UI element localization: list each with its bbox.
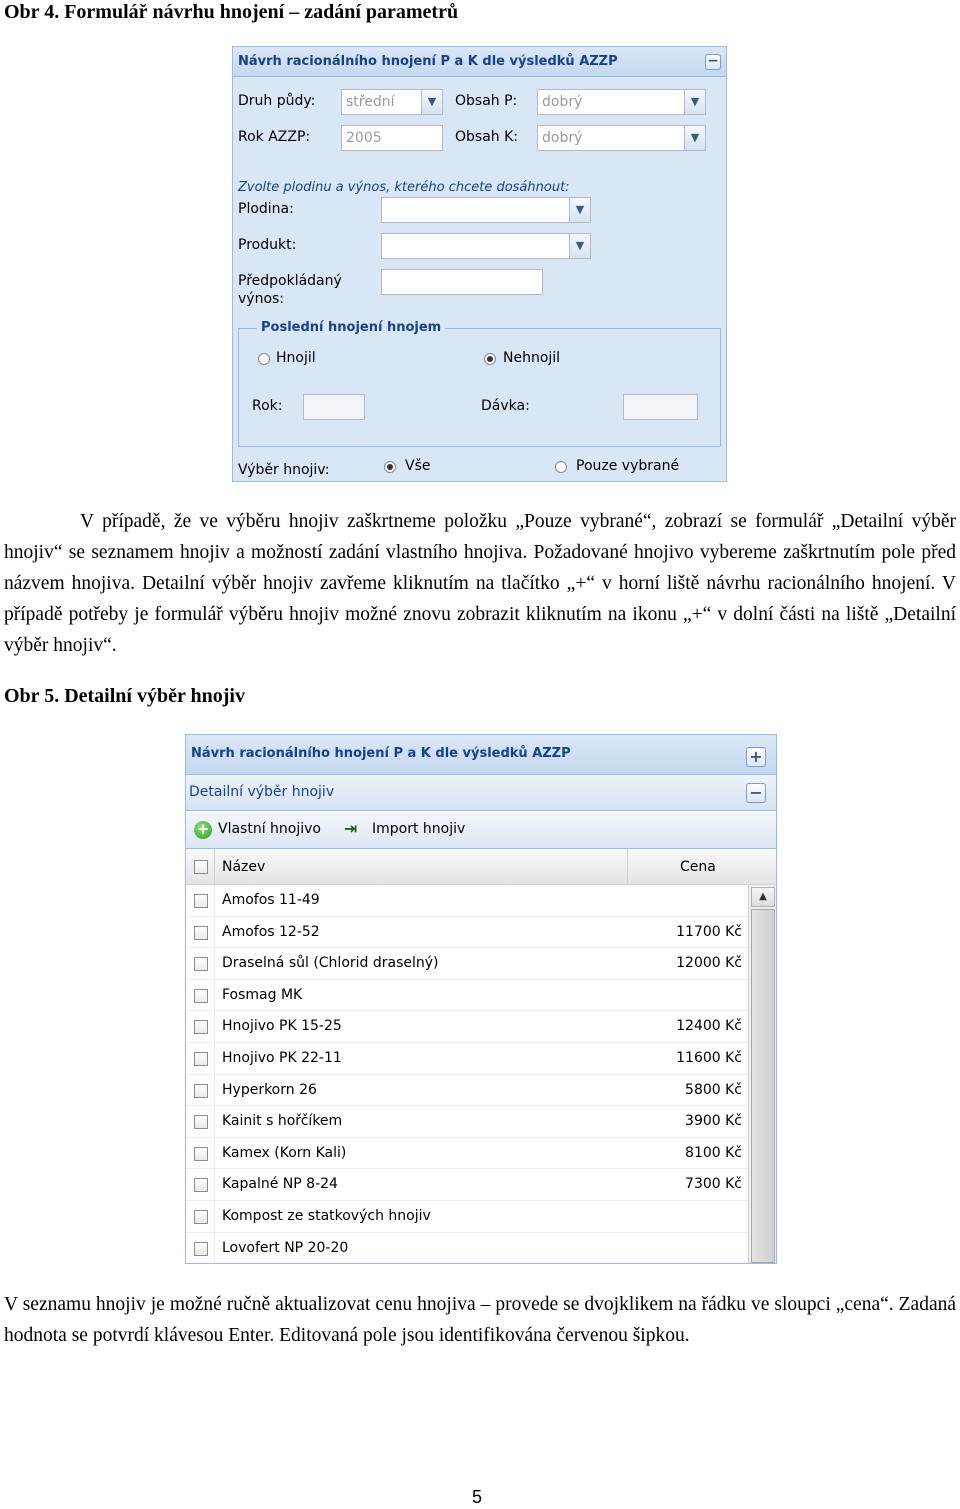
row-checkbox[interactable] — [194, 989, 208, 1003]
import-fertilizers-button[interactable]: Import hnojiv — [372, 821, 466, 837]
fertilizer-name: Kompost ze statkových hnojiv — [222, 1207, 431, 1224]
row-checkbox[interactable] — [194, 1178, 208, 1192]
chevron-down-icon[interactable]: ▼ — [684, 126, 705, 150]
paragraph-2 — [4, 1289, 956, 1351]
soil-type-combo[interactable] — [341, 89, 443, 115]
fertilizer-price[interactable]: 12000 Kč — [676, 955, 742, 972]
soil-type-label: Druh půdy: — [238, 93, 316, 109]
row-checkbox[interactable] — [194, 1052, 208, 1066]
last-fertilization-legend: Poslední hnojení hnojem — [257, 320, 445, 335]
row-checkbox[interactable] — [194, 1084, 208, 1098]
column-separator — [214, 917, 215, 948]
column-separator — [214, 849, 215, 884]
paragraph-2-text: V seznamu hnojiv je možné ručně aktualizovat cenu hnojiva – provede se dvojklikem na řádku ve sloupci „cena“. Zadaná hodnota se potvrdí klávesou Enter. Editovaná pole jsou identifikována červenou šipkou. — [4, 1294, 956, 1346]
radio-all-label: Vše — [405, 458, 431, 474]
page-number: 5 — [472, 1487, 483, 1507]
panel-title: Návrh racionálního hnojení P a K dle výsledků AZZP — [191, 746, 571, 761]
import-icon[interactable]: ⇥ — [344, 819, 358, 838]
radio-only-selected-label: Pouze vybrané — [576, 458, 680, 474]
dose-label: Dávka: — [481, 398, 530, 414]
radio-fertilized-label: Hnojil — [276, 350, 316, 366]
column-separator — [214, 948, 215, 979]
expand-icon[interactable]: + — [746, 747, 766, 767]
fertilization-form-panel — [232, 46, 727, 482]
column-separator — [214, 980, 215, 1011]
fertilizer-price[interactable]: 11600 Kč — [676, 1049, 742, 1066]
table-row[interactable] — [186, 1043, 748, 1075]
detailed-selection-title: Detailní výběr hnojiv — [189, 784, 335, 800]
fertilizer-price[interactable]: 8100 Kč — [685, 1144, 742, 1161]
column-separator — [214, 885, 215, 916]
table-row[interactable] — [186, 1106, 748, 1138]
radio-not-fertilized-label: Nehnojil — [503, 350, 561, 366]
column-separator — [214, 1106, 215, 1137]
last-fertilization-fieldset — [238, 328, 721, 447]
column-separator — [214, 1169, 215, 1200]
product-label: Produkt: — [238, 237, 297, 253]
panel-title: Návrh racionálního hnojení P a K dle výsledků AZZP — [238, 54, 618, 69]
row-checkbox[interactable] — [194, 1115, 208, 1129]
fertilizer-rows — [186, 885, 748, 1264]
table-row[interactable] — [186, 917, 748, 949]
chevron-down-icon[interactable]: ▼ — [569, 234, 590, 258]
table-row[interactable] — [186, 948, 748, 980]
grid-header — [186, 849, 776, 885]
fertilizer-price[interactable]: 7300 Kč — [685, 1176, 742, 1193]
fertilizer-name: Hnojivo PK 22-11 — [222, 1049, 342, 1066]
row-checkbox[interactable] — [194, 894, 208, 908]
year-field[interactable] — [303, 394, 365, 420]
soil-type-value: střední — [346, 94, 395, 110]
yield-field[interactable] — [381, 269, 543, 295]
paragraph-1-text: V případě, že ve výběru hnojiv zaškrtneme položku „Pouze vybrané“, zobrazí se formulář „Detailní výběr hnojiv“ se seznamem hnojiv a možností zadání vlastního hnojiva. Požadované hnojivo vybereme zaškrtnutím pole před názvem hnojiva. Detailní výběr hnojiv zavřeme kliknutím na tlačítko „+“ v horní liště návrhu racionálního hnojení. V případě potřeby je formulář výběru hnojiv možné znovu zobrazit kliknutím na ikonu „+“ v dolní části na liště „Detailní výběr hnojiv“. — [4, 511, 956, 656]
crop-prompt: Zvolte plodinu a výnos, kterého chcete dosáhnout: — [238, 180, 570, 195]
collapse-icon[interactable]: − — [705, 54, 721, 70]
table-row[interactable] — [186, 1169, 748, 1201]
figure-4-caption: Obr 4. Formulář návrhu hnojení – zadání parametrů — [4, 1, 459, 23]
dose-field[interactable] — [623, 394, 698, 420]
fertilizer-name: Amofos 12-52 — [222, 923, 320, 940]
content-p-label: Obsah P: — [455, 93, 518, 109]
table-row[interactable] — [186, 980, 748, 1012]
fertilizer-price[interactable]: 3900 Kč — [685, 1113, 742, 1130]
column-header-name[interactable]: Název — [222, 859, 266, 875]
content-p-combo[interactable] — [537, 89, 706, 115]
panel-header — [233, 47, 726, 77]
column-separator — [214, 1043, 215, 1074]
column-separator — [214, 1233, 215, 1264]
column-separator — [214, 1011, 215, 1042]
column-header-price[interactable]: Cena — [680, 859, 716, 875]
figure-5-caption: Obr 5. Detailní výběr hnojiv — [4, 685, 245, 707]
fertilizer-name: Hyperkorn 26 — [222, 1081, 317, 1098]
product-combo[interactable] — [381, 233, 591, 259]
radio-all[interactable] — [384, 461, 396, 473]
table-row[interactable] — [186, 885, 748, 917]
fertilizer-name: Draselná sůl (Chlorid draselný) — [222, 955, 439, 972]
scroll-thumb[interactable] — [751, 909, 775, 1263]
table-row[interactable] — [186, 1075, 748, 1107]
add-icon[interactable]: + — [194, 821, 212, 839]
table-row[interactable] — [186, 1138, 748, 1170]
custom-fertilizer-button[interactable]: Vlastní hnojivo — [218, 821, 321, 837]
vertical-scrollbar[interactable] — [748, 885, 776, 1263]
chevron-down-icon[interactable]: ▼ — [684, 90, 705, 114]
collapse-icon[interactable]: − — [746, 783, 766, 803]
detailed-selection-panel — [185, 734, 777, 1264]
row-checkbox[interactable] — [194, 926, 208, 940]
detailed-selection-header — [186, 775, 776, 811]
year-azzp-value: 2005 — [346, 130, 382, 146]
content-k-combo[interactable] — [537, 125, 706, 151]
table-row[interactable] — [186, 1011, 748, 1043]
fertilizer-name: Kainit s hořčíkem — [222, 1113, 343, 1130]
row-checkbox[interactable] — [194, 957, 208, 971]
row-checkbox[interactable] — [194, 1210, 208, 1224]
crop-combo[interactable] — [381, 197, 591, 223]
content-k-label: Obsah K: — [455, 129, 518, 145]
fertilizer-name: Kapalné NP 8-24 — [222, 1176, 338, 1193]
content-k-value: dobrý — [542, 130, 583, 146]
table-row[interactable] — [186, 1233, 748, 1264]
fertilizer-name: Amofos 11-49 — [222, 892, 320, 908]
fertilizer-name: Lovofert NP 20-20 — [222, 1239, 349, 1256]
fertilizer-name: Kamex (Korn Kali) — [222, 1144, 347, 1161]
radio-not-fertilized[interactable] — [484, 353, 496, 365]
select-all-checkbox[interactable] — [194, 860, 208, 874]
column-separator — [214, 1201, 215, 1232]
year-azzp-field[interactable] — [341, 125, 443, 151]
chevron-down-icon[interactable]: ▼ — [421, 90, 442, 114]
content-p-value: dobrý — [542, 94, 583, 110]
column-separator — [214, 1138, 215, 1169]
year-azzp-label: Rok AZZP: — [238, 129, 311, 145]
fertilizer-name: Fosmag MK — [222, 986, 303, 1003]
fertilizer-name: Hnojivo PK 15-25 — [222, 1018, 342, 1035]
fertilizer-price[interactable]: 5800 Kč — [685, 1081, 742, 1098]
row-checkbox[interactable] — [194, 1020, 208, 1034]
panel-header — [186, 735, 776, 775]
chevron-down-icon[interactable]: ▼ — [569, 198, 590, 222]
row-checkbox[interactable] — [194, 1242, 208, 1256]
fertilizer-price[interactable]: 12400 Kč — [676, 1018, 742, 1035]
paragraph-1 — [4, 506, 956, 661]
fertilizer-selection-label: Výběr hnojiv: — [238, 462, 330, 478]
yield-label-line2: výnos: — [238, 291, 285, 307]
radio-only-selected[interactable] — [555, 461, 567, 473]
column-separator — [627, 849, 628, 884]
row-checkbox[interactable] — [194, 1147, 208, 1161]
table-row[interactable] — [186, 1201, 748, 1233]
radio-fertilized[interactable] — [258, 353, 270, 365]
fertilizer-price[interactable]: 11700 Kč — [676, 923, 742, 940]
column-separator — [214, 1075, 215, 1106]
year-label: Rok: — [252, 398, 283, 414]
yield-label-line1: Předpokládaný — [238, 273, 342, 289]
crop-label: Plodina: — [238, 201, 294, 217]
scroll-up-icon[interactable]: ▲ — [751, 887, 775, 907]
grid-toolbar — [186, 811, 776, 849]
